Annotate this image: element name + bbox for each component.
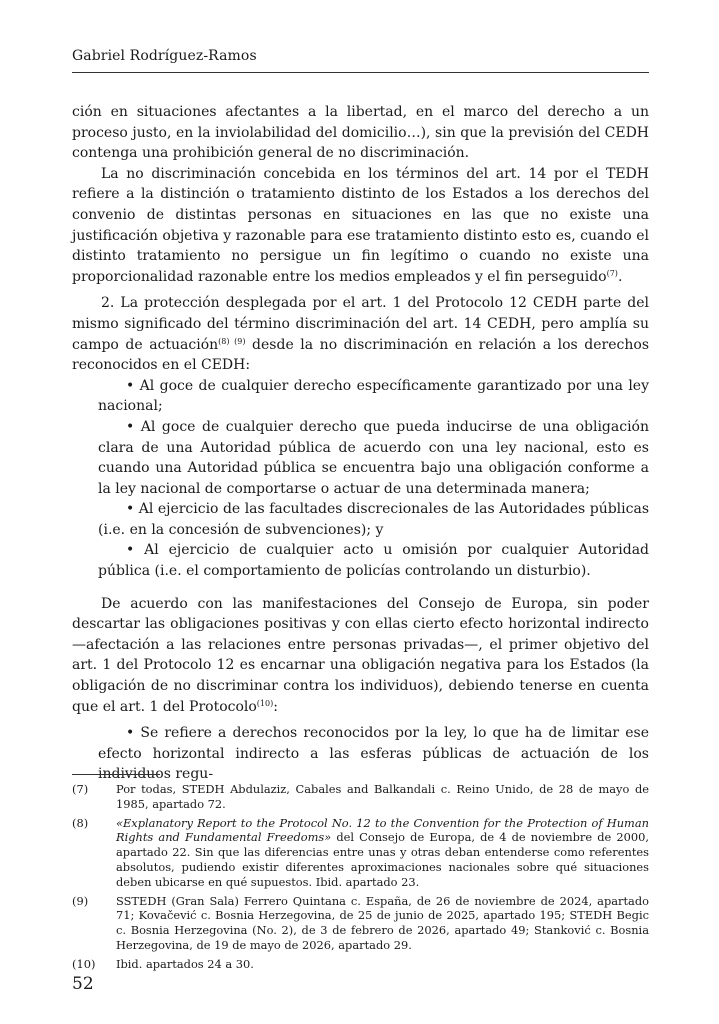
paragraph-1: ción en situaciones afectantes a la libertad, en el marco del derecho a un proceso justo, en la inviolabilidad del domicilio…), sin que la previsión del CEDH contenga una prohibición general de no discriminación. [72, 104, 649, 162]
list-item-text: • Al goce de cualquier derecho específicamente garantizado por una ley nacional; [98, 377, 649, 415]
footnote-number: (9) [72, 893, 89, 908]
footnote-text: Por todas, STEDH Abdulaziz, Cabales and Balkandali c. Reino Unido, de 28 de mayo de 1985, apartado 72. [116, 782, 649, 811]
paragraph-2-text: La no discriminación concebida en los términos del art. 14 por el TEDH refiere a la distinción o tratamiento distinto de los Estados a los derechos del convenio de distintas personas en situaciones en las que no existe una justificación objetiva y razonable para ese tratamiento distinto esto es, cuando el distinto tratamiento no persigue un fin legítimo o cuando no existe una proporcionalidad razonable entre los medios empleados y el fin perseguido [72, 165, 649, 285]
paragraph-3 [72, 293, 649, 375]
footnote-number: (7) [72, 782, 89, 796]
paragraph-4-text: De acuerdo con las manifestaciones del Consejo de Europa, sin poder descartar las obligaciones positivas y con ellas cierto efecto horizontal indirecto —afectación a las relaciones entre personas privadas—, el primer objetivo del art. 1 del Protocolo 12 es encarnar una obligación negativa para los Estados (la obligación de no discriminar contra los individuos), debiendo tenerse en cuenta que el art. 1 del Protocolo [72, 595, 649, 715]
bullet-list [72, 376, 649, 582]
footnote-number: (8) [72, 815, 89, 830]
footnote-text-rest: del Consejo de Europa, de 4 de noviembre de 2000, apartado 22. Sin que las diferencias entre unas y otras deban entenderse como referentes absolutos, pudiendo existir diferentes aproximaciones nacionales sobre qué situaciones deben ubicarse en qué supuestos. Ibid. apartado 23. [116, 830, 649, 889]
footnote-italic-title: «Explanatory Report to the Protocol No. 12 to the Convention for the Protection of Human Rights and Fundamental Freedoms» [116, 815, 649, 845]
paragraph-3-end: desde la no discriminación en relación a los derechos reconocidos en el CEDH: [72, 336, 649, 374]
paragraph-2 [72, 164, 649, 288]
footnote-8 [72, 816, 649, 890]
footnote-text [116, 816, 649, 890]
list-item [72, 499, 649, 540]
footnote-10 [72, 957, 649, 972]
list-item-text: • Se refiere a derechos reconocidos por la ley, lo que ha de limitar ese efecto horizontal indirecto a las esferas públicas de actuación de los individuos regu- [98, 725, 649, 783]
list-item-text: • Al goce de cualquier derecho que pueda inducirse de una obligación clara de una Autoridad pública de acuerdo con una ley nacional, esto es cuando una Autoridad pública se encuentra bajo una obligación conforme a la ley nacional de comportarse o actuar de una determinada manera; [98, 418, 649, 497]
footnote-7 [72, 782, 649, 812]
paragraph-2-end: . [617, 268, 623, 285]
footnote-ref-7[interactable]: (7) [606, 268, 618, 278]
list-item [72, 376, 649, 417]
footnote-9 [72, 894, 649, 953]
footnotes [72, 782, 649, 976]
paragraph-4 [72, 594, 649, 718]
header-rule [72, 72, 649, 73]
body-text [72, 102, 649, 785]
list-item-text: • Al ejercicio de cualquier acto u omisión por cualquier Autoridad pública (i.e. el comportamiento de policías controlando un disturbio). [98, 542, 649, 580]
footnote-text: SSTEDH (Gran Sala) Ferrero Quintana c. España, de 26 de noviembre de 2024, apartado 71; Kovačević c. Bosnia Herzegovina, de 25 de junio de 2025, apartado 195; STEDH Begic c. Bosnia Herzegovina (No. 2), de 3 de febrero de 2026, apartado 49; Stanković c. Bosnia Herzegovina, de 19 de mayo de 2026, apartado 29. [116, 893, 649, 952]
list-item [72, 540, 649, 581]
running-head: Gabriel Rodríguez-Ramos [72, 48, 257, 64]
paragraph-4-end: : [273, 698, 278, 715]
footnote-rule [72, 774, 160, 775]
footnote-ref-8-9[interactable]: (8) (9) [218, 336, 246, 346]
footnote-text: Ibid. apartados 24 a 30. [116, 956, 254, 971]
footnote-number: (10) [72, 956, 96, 971]
page-number: 52 [72, 974, 94, 994]
list-item-text: • Al ejercicio de las facultades discrecionales de las Autoridades públicas (i.e. en la concesión de subvenciones); y [98, 501, 649, 538]
paragraph-3-text: 2. La protección desplegada por el art. 1 del Protocolo 12 CEDH parte del mismo significado del término discriminación del art. 14 CEDH, pero amplía su campo de actuación [72, 295, 649, 353]
list-item [72, 417, 649, 499]
footnote-ref-10[interactable]: (10) [256, 698, 274, 708]
list-item [72, 723, 649, 785]
